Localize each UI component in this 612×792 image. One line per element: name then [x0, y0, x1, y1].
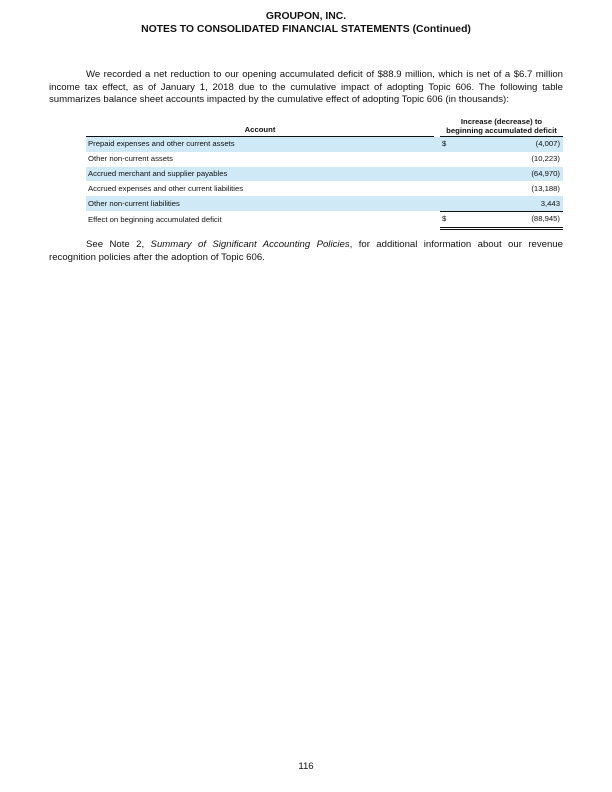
column-header-increase-line2: beginning accumulated deficit [446, 126, 557, 135]
page-header [0, 10, 612, 36]
table-row [86, 196, 563, 211]
row-value: (4,007) [452, 137, 563, 152]
topic-606-adjustment-table [86, 115, 563, 230]
row-label: Other non-current liabilities [86, 196, 434, 211]
row-value: (13,188) [531, 183, 560, 193]
row-label: Prepaid expenses and other current assets [86, 137, 434, 152]
row-currency [440, 196, 452, 211]
table-row [86, 181, 563, 196]
page-title: NOTES TO CONSOLIDATED FINANCIAL STATEMENTS (Continued) [141, 24, 471, 35]
column-header-increase [440, 115, 563, 137]
row-currency: $ [440, 137, 452, 152]
row-currency [440, 181, 452, 196]
row-label: Accrued expenses and other current liabilities [88, 183, 244, 193]
table-row [86, 152, 563, 167]
row-value: 3,443 [452, 196, 563, 211]
total-currency: $ [440, 211, 452, 228]
company-name: GROUPON, INC. [265, 11, 347, 22]
row-label: Other non-current assets [88, 154, 174, 164]
table-row [86, 137, 563, 152]
total-value: (88,945) [452, 211, 563, 228]
row-value: (10,223) [531, 154, 560, 164]
total-row [86, 211, 563, 228]
intro-paragraph: We recorded a net reduction to our opening accumulated deficit of $88.9 million, which is net of a $6.7 million income tax effect, as of January 1, 2018 due to the cumulative impact of adopting Topic 606. The following table summarizes balance sheet accounts impacted by the cumulative effect of adopting Topic 606 (in thousands): [49, 69, 563, 105]
column-header-account: Account [244, 125, 276, 134]
row-label: Accrued merchant and supplier payables [86, 167, 434, 182]
note-italic-title: Summary of Significant Accounting Policies [150, 239, 350, 250]
page-number: 116 [298, 761, 314, 772]
note-suffix: , for additional information about our revenue recognition policies after the adoption of Topic 606. [49, 239, 563, 263]
row-currency [440, 152, 452, 167]
adjustment-table [86, 115, 563, 230]
note-prefix: See Note 2, [86, 239, 151, 250]
column-header-increase-line1: Increase (decrease) to [460, 117, 543, 126]
row-currency [440, 167, 452, 182]
total-label: Effect on beginning accumulated deficit [88, 214, 222, 224]
table-row [86, 167, 563, 182]
row-value: (64,970) [452, 167, 563, 182]
note-reference-paragraph [49, 239, 563, 264]
